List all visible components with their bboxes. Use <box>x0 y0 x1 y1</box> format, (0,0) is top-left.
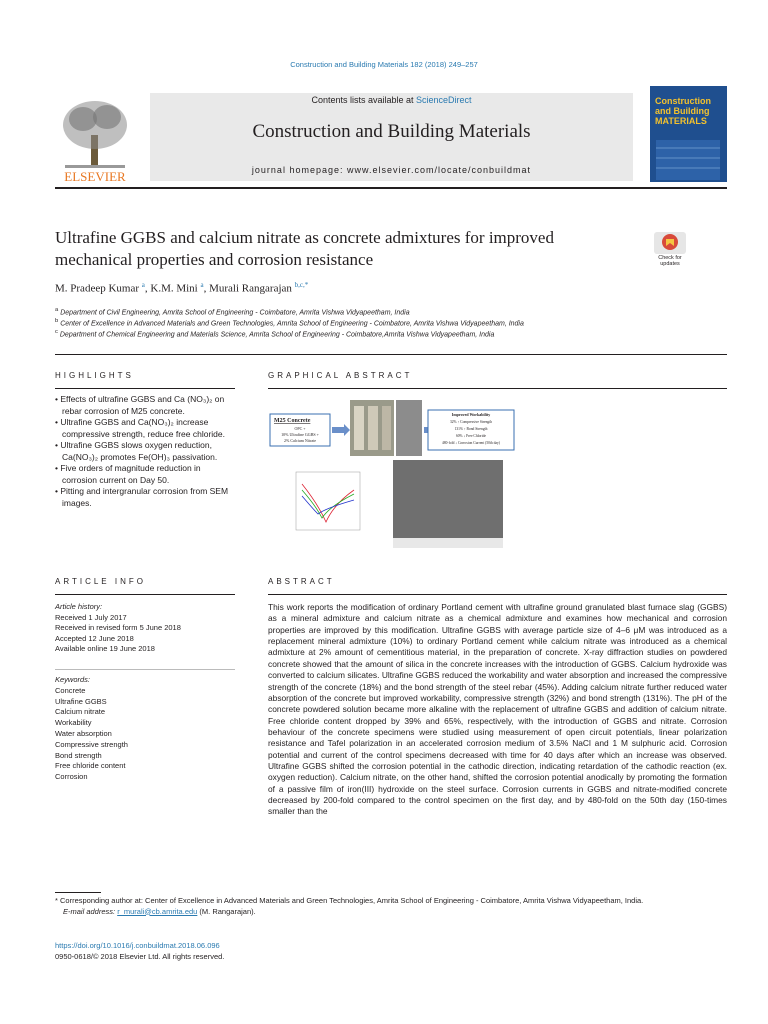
author-name[interactable]: M. Pradeep Kumar <box>55 282 140 295</box>
history-date: Available online 19 June 2018 <box>55 644 155 653</box>
history-date: Received in revised form 5 June 2018 <box>55 623 181 632</box>
highlights-list <box>55 394 235 509</box>
author-list: M. Pradeep Kumar $^a$, K.M. Mini $^a$, Murali Rangarajan $^{b,c,*}$ <box>55 281 309 295</box>
keyword[interactable]: Concrete <box>55 685 86 695</box>
email-line <box>55 907 727 918</box>
affiliation-text: Department of Chemical Engineering and Materials Science, Amrita School of Engineering - Coimbatore,Amrita Vishwa Vidyapeetham, India <box>59 331 495 339</box>
keywords-label: Keywords: <box>55 675 91 684</box>
keyword[interactable]: Bond strength <box>55 750 102 760</box>
article-history-label: Article history: <box>55 602 103 611</box>
affiliation-mark: c <box>55 329 58 335</box>
section-rule <box>55 354 727 355</box>
keyword[interactable]: Compressive strength <box>55 739 128 749</box>
email-link[interactable]: r_murali@cb.amrita.edu <box>117 906 198 916</box>
homepage-url[interactable]: www.elsevier.com/locate/conbuildmat <box>346 165 532 175</box>
email-label: E-mail address: <box>63 906 118 916</box>
article-title: Ultrafine GGBS and calcium nitrate as concrete admixtures for improved mechanical properties and corrosion resistance <box>55 228 554 269</box>
highlights-heading: HIGHLIGHTS <box>55 371 134 380</box>
affiliation-mark: b <box>55 318 59 324</box>
abstract-heading: ABSTRACT <box>268 577 335 586</box>
ga-box2-line: 131% ↑ Bond Strength <box>454 427 488 431</box>
history-date: Received 1 July 2017 <box>55 612 127 622</box>
elsevier-tree-logo <box>55 95 135 185</box>
keywords-rule <box>55 669 235 670</box>
keyword[interactable]: Workability <box>55 718 92 728</box>
ga-box1-title: M25 Concrete <box>274 418 311 424</box>
contents-prefix: Contents lists available at <box>311 95 417 105</box>
contents-line <box>150 95 633 105</box>
sciencedirect-link[interactable]: ScienceDirect <box>416 95 472 105</box>
affiliation-text: Center of Excellence in Advanced Materials and Green Technologies, Amrita School of Engineering - Coimbatore, Amrita Vishwa Vidyapeetham, India <box>60 320 524 328</box>
ga-box1-line: OPC + <box>294 426 306 431</box>
history-date: Accepted 12 June 2018 <box>55 633 134 643</box>
ga-box1-line: 10% Ultrafine GGBS + <box>281 432 319 437</box>
cover-title: Construction and Building MATERIALS <box>655 96 711 126</box>
doi-link[interactable]: https://doi.org/10.1016/j.conbuildmat.2018.06.096 <box>55 941 220 950</box>
author-affiliation-mark[interactable]: b,c,* <box>294 281 309 289</box>
footnote <box>55 896 727 917</box>
ga-box2-title: Improved Workability <box>451 412 491 417</box>
ga-box1-line: 2% Calcium Nitrate <box>284 438 316 443</box>
highlight-item: • Ultrafine GGBS and Ca(NO₃)₂ increase compressive strength, reduce free chloride. <box>55 417 225 439</box>
cover-graphic <box>656 140 720 180</box>
journal-homepage <box>150 165 633 175</box>
concrete-specimen-photo <box>396 400 422 456</box>
journal-title: Construction and Building Materials <box>252 121 531 142</box>
highlight-item: • Five orders of magnitude reduction in corrosion current on Day 50. <box>55 463 201 485</box>
abstract-text: This work reports the modification of ordinary Portland cement with ultrafine ground granulated blast furnace slag (GGBS) as a mineral admixture and calcium nitrate as a chemical admixture and examines how mechanical and corrosion properties are improved by this modification. Ultrafine GGBS with average particle size of 4–6 μM was introduced as a replacement mineral admixture (10%) to ordinary Portland cement while calcium nitrate was introduced as a chemical admixture at 2% amount of cementitious material, in the preparation of concrete. X-ray diffraction studies on powdered concrete showed that the amount of silica in the concrete increases with the introduction of GGBS. Calcium hydroxide was converted to calcium silicates. Ultrafine GGBS reduced the workability and water absorption and increased the compressive strength of the concrete (18%) and the bond strength of the steel rebar (45%). Adding calcium nitrate further reduced water absorption of the concrete but improved workability, compressive strength (32%) and bond strength (131%). The pH of the concrete powdered solution became more alkaline with the replacement of ultrafine GGBS and addition of calcium nitrate. Free chloride content dropped by 39% and 65%, respectively, with the introduction of GGBS and nitrate. Corrosion behaviour of the concrete specimens were studied using measurement of open circuit potentials, linear polarization resistance and Tafel polarization in an accelerated corrosion medium of 3.5% NaCl and 1 M sulphuric acid. Corrosion potential and current of the control specimens decreased with time for 40 days after which an increase was observed. Ultrafine GGBS shifted the corrosion potential in the cathodic direction, indicating retardation of the cathodic reaction (ex. oxygen reduction). Calcium nitrate, on the other hand, shifted the corrosion potential anodically by promoting the formation of a passive film of iron(III) hydroxide on the steel surface. Corrosion currents in GGBS and nitrate-modified concrete decreased by 200-fold compared to the control specimen on the first day, and by 480-fold on the 50th day (150-times smaller than the <box>268 602 727 817</box>
highlight-item: • Effects of ultrafine GGBS and Ca (NO₃)₂ on rebar corrosion of M25 concrete. <box>55 394 225 416</box>
affiliation <box>55 329 494 338</box>
doi-block <box>55 941 224 962</box>
keyword[interactable]: Corrosion <box>55 772 88 782</box>
affiliation <box>55 318 524 327</box>
highlight-item: • Pitting and intergranular corrosion from SEM images. <box>55 486 229 508</box>
affiliation-mark: a <box>55 307 59 313</box>
copyright: 0950-0618/© 2018 Elsevier Ltd. All rights reserved. <box>55 951 225 961</box>
homepage-prefix: journal homepage: <box>251 165 347 175</box>
author-name[interactable]: Murali Rangarajan <box>209 282 292 295</box>
graphical-abstract-rule <box>268 388 727 389</box>
journal-reference[interactable]: Construction and Building Materials 182 (2018) 249–257 <box>290 60 478 69</box>
article-info-rule <box>55 594 235 595</box>
article-info-heading: ARTICLE INFO <box>55 577 146 586</box>
author-affiliation-mark[interactable]: a <box>141 281 145 289</box>
ga-box2-line: 32% ↑ Compressive Strength <box>449 420 493 424</box>
graphical-abstract-heading: GRAPHICAL ABSTRACT <box>268 371 413 380</box>
keyword[interactable]: Free chloride content <box>55 761 126 771</box>
affiliation <box>55 307 410 316</box>
highlight-item: • Ultrafine GGBS slows oxygen reduction, Ca(NO₃)₂ promotes Fe(OH)₃ passivation. <box>55 440 218 462</box>
keyword[interactable]: Ultrafine GGBS <box>55 696 107 706</box>
header-rule <box>55 187 727 189</box>
graphical-abstract-image[interactable] <box>268 394 568 554</box>
keywords <box>55 675 128 783</box>
keyword[interactable]: Calcium nitrate <box>55 707 106 717</box>
publisher-name: ELSEVIER <box>64 169 126 184</box>
corresponding-author-note: * Corresponding author at: Center of Excellence in Advanced Materials and Green Technologies, Amrita School of Engineering - Coimbatore, Amrita Vishwa Vidyapeetham, India. <box>55 896 644 905</box>
check-for-updates-label[interactable]: Check for updates <box>658 255 682 267</box>
sem-image-thumbnail <box>393 460 503 548</box>
keyword[interactable]: Water absorption <box>55 728 112 738</box>
abstract-rule <box>268 594 727 595</box>
article-history <box>55 602 181 655</box>
footnote-rule <box>55 892 101 893</box>
ga-box2-line: 60% ↓ Free Chloride <box>455 434 487 438</box>
email-suffix: (M. Rangarajan). <box>197 906 256 916</box>
highlights-rule <box>55 388 235 389</box>
author-affiliation-mark[interactable]: a <box>200 281 204 289</box>
author-name[interactable]: K.M. Mini <box>150 282 198 295</box>
affiliation-text: Department of Civil Engineering, Amrita School of Engineering - Coimbatore, Amrita Vishwa Vidyapeetham, India <box>60 309 410 317</box>
arrow-right-icon <box>332 424 350 436</box>
ga-box2-line: 480-fold ↓ Corrosion Current (50th day) <box>442 441 500 445</box>
